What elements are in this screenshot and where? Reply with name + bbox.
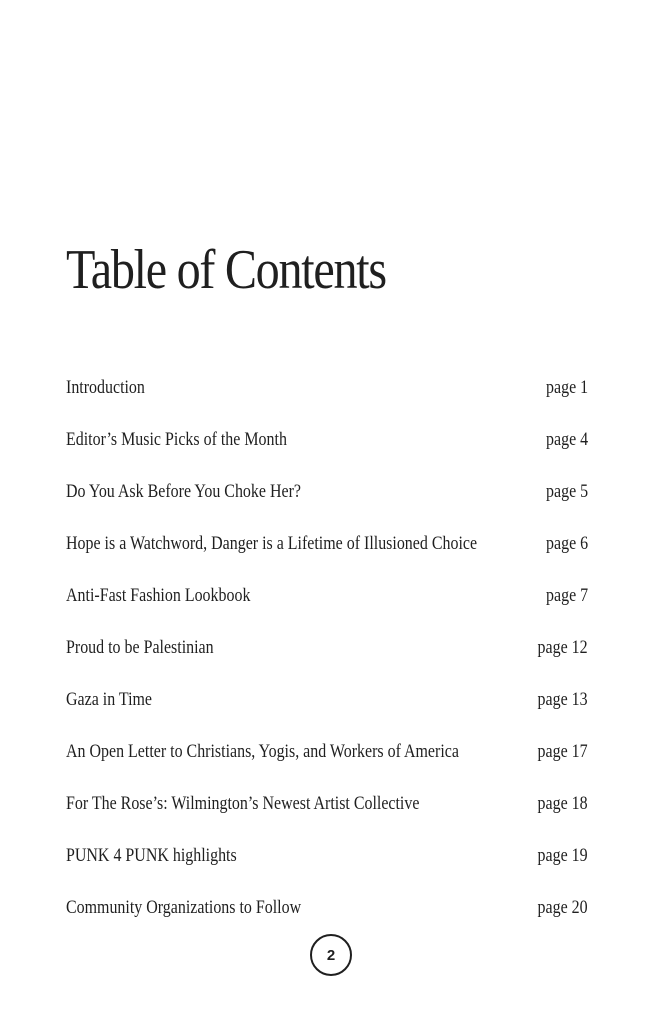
toc-entry-title: Proud to be Palestinian: [66, 637, 214, 658]
toc-entry-title: Do You Ask Before You Choke Her?: [66, 481, 301, 502]
toc-entry-page: page 5: [545, 481, 588, 502]
toc-entry-page: page 19: [537, 845, 588, 866]
toc-entry-title: PUNK 4 PUNK highlights: [66, 845, 237, 866]
toc-entry: [66, 793, 588, 817]
toc-entry-page: page 4: [545, 429, 588, 450]
toc-entry-page: page 20: [537, 897, 588, 918]
toc-entry: [66, 689, 588, 713]
toc-entry-title: Anti-Fast Fashion Lookbook: [66, 585, 251, 606]
toc-entry-page: page 13: [537, 689, 588, 710]
toc-entry: [66, 481, 588, 505]
toc-entry: [66, 897, 588, 921]
page-number: 2: [326, 946, 336, 964]
toc-entry-page: page 12: [537, 637, 588, 658]
toc-entry-page: page 1: [545, 377, 588, 398]
page-number-badge: [310, 934, 352, 976]
toc-entry: [66, 429, 588, 453]
toc-entry: [66, 585, 588, 609]
toc-entry-title: Hope is a Watchword, Danger is a Lifetime of Illusioned Choice: [66, 533, 478, 554]
toc-entry: [66, 533, 588, 557]
toc-entry-page: page 17: [537, 741, 588, 762]
toc-entry-title: Introduction: [66, 377, 145, 398]
toc-entry: [66, 741, 588, 765]
toc-entry-title: Editor’s Music Picks of the Month: [66, 429, 287, 450]
toc-entry-title: Gaza in Time: [66, 689, 153, 710]
toc-entry: [66, 637, 588, 661]
toc-entry-title: For The Rose’s: Wilmington’s Newest Artist Collective: [66, 793, 420, 814]
toc-entry-title: Community Organizations to Follow: [66, 897, 302, 918]
toc-entry: [66, 377, 588, 401]
toc-entry-title: An Open Letter to Christians, Yogis, and Workers of America: [66, 741, 459, 762]
toc-entry-page: page 7: [545, 585, 588, 606]
page-title: Table of Contents: [66, 239, 386, 301]
toc-entry-page: page 18: [537, 793, 588, 814]
toc-entry-page: page 6: [545, 533, 588, 554]
toc-entry: [66, 845, 588, 869]
